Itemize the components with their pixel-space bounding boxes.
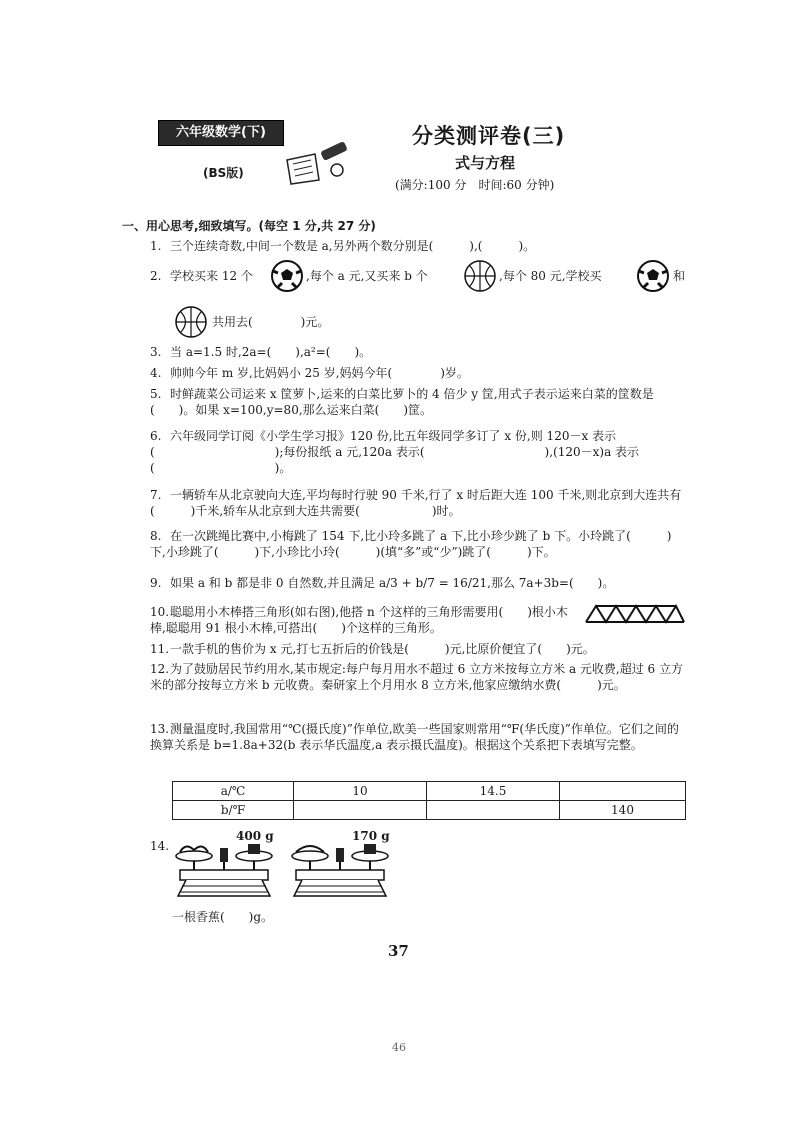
question-text: 在一次跳绳比赛中,小梅跳了 154 下,比小玲多跳了 a 下,比小珍少跳了 b 下。小玲跳了( )下,小珍跳了( )下,小珍比小玲( )(填“多”或“少”)跳了( )下。 <box>150 529 672 559</box>
question-11 <box>150 641 595 657</box>
question-number: 5. <box>150 387 162 401</box>
question-number: 3. <box>150 345 162 359</box>
balance-scale-icon <box>172 842 276 902</box>
weight-label: 400 g <box>236 829 274 843</box>
triangle-stick-figure <box>584 604 686 624</box>
section-heading: 一、用心思考,细致填写。(每空 1 分,共 27 分) <box>122 219 376 233</box>
question-9 <box>150 575 685 591</box>
question-2-cont: 和 <box>673 269 686 283</box>
question-text: 时鲜蔬菜公司运来 x 筐萝卜,运来的白菜比萝卜的 4 倍少 y 筐,用式子表示运来白菜的筐数是( )。如果 x=100,y=80,那么运来白菜( )筐。 <box>150 387 654 417</box>
page-subtitle: 式与方程 <box>455 154 516 172</box>
question-text: 三个连续奇数,中间一个数是 a,另外两个数分别是( ),( )。 <box>170 239 536 253</box>
page-number: 37 <box>388 942 409 960</box>
scan-page-number: 46 <box>392 1041 406 1054</box>
question-number: 9. <box>150 576 162 590</box>
table-cell: a/℃ <box>173 782 294 801</box>
question-3 <box>150 344 371 360</box>
question-1 <box>150 238 535 254</box>
question-2-cont: ,每个 a 元,又买来 b 个 <box>306 269 428 283</box>
question-text: 当 a=1.5 时,2a=( ),a²=( )。 <box>170 345 372 359</box>
question-number: 10. <box>150 605 170 619</box>
weight-label: 170 g <box>352 829 390 843</box>
question-number: 6. <box>150 429 162 443</box>
edition-label: (BS版) <box>203 166 244 180</box>
question-number: 13. <box>150 722 170 736</box>
question-text: 一辆轿车从北京驶向大连,平均每时行驶 90 千米,行了 x 时后距大连 100 千米,则北京到大连共有( )千米,轿车从北京到大连共需要( )时。 <box>150 488 682 518</box>
question-number: 7. <box>150 488 162 502</box>
grade-badge: 六年级数学(下) <box>158 120 284 146</box>
soccer-ball-icon <box>270 259 304 293</box>
question-8 <box>150 528 685 560</box>
question-4 <box>150 365 469 381</box>
page-title: 分类测评卷(三) <box>412 124 566 148</box>
conversion-table <box>172 781 686 820</box>
basketball-icon <box>463 259 497 293</box>
question-10 <box>150 604 575 636</box>
question-number: 11. <box>150 642 170 656</box>
book-telescope-icon <box>285 140 355 185</box>
table-row <box>173 782 686 801</box>
table-row <box>173 801 686 820</box>
question-number: 1. <box>150 239 162 253</box>
question-14-text: 一根香蕉( )g。 <box>172 910 274 924</box>
question-text: 学校买来 12 个 <box>170 269 253 283</box>
question-12 <box>150 661 685 693</box>
question-6 <box>150 428 685 476</box>
question-number: 2. <box>150 269 162 283</box>
table-cell: b/℉ <box>173 801 294 820</box>
question-7 <box>150 487 685 519</box>
question-5 <box>150 386 685 418</box>
question-2-cont: 共用去( )元。 <box>212 315 330 329</box>
question-text: 六年级同学订阅《小学生学习报》120 份,比五年级同学多订了 x 份,则 120－x 表示( );每份报纸 a 元,120a 表示( ),(120－x)a 表示( )。 <box>150 429 640 475</box>
table-cell[interactable] <box>427 801 560 820</box>
question-number: 4. <box>150 366 162 380</box>
question-number: 8. <box>150 529 162 543</box>
question-text: 测量温度时,我国常用“℃(摄氏度)”作单位,欧美一些国家则常用“℉(华氏度)”作单位。它们之间的换算关系是 b=1.8a+32(b 表示华氏温度,a 表示摄氏温度)。根据这个关系把下表填写完整。 <box>150 722 679 752</box>
balance-scale-icon <box>288 842 392 902</box>
table-cell: 140 <box>560 801 686 820</box>
table-cell: 10 <box>294 782 427 801</box>
question-text: 如果 a 和 b 都是非 0 自然数,并且满足 a/3 + b/7 = 16/21,那么 7a+3b=( )。 <box>170 576 615 590</box>
exam-meta: (满分:100 分 时间:60 分钟) <box>395 178 555 192</box>
question-text: 聪聪用小木棒搭三角形(如右图),他搭 n 个这样的三角形需要用( )根小木棒,聪聪用 91 根小木棒,可搭出( )个这样的三角形。 <box>150 605 568 635</box>
question-number: 12. <box>150 662 170 676</box>
basketball-icon <box>174 305 208 339</box>
soccer-ball-icon <box>636 259 670 293</box>
table-cell[interactable] <box>560 782 686 801</box>
question-text: 为了鼓励居民节约用水,某市规定:每户每月用水不超过 6 立方米按每立方米 a 元收费,超过 6 立方米的部分按每立方米 b 元收费。秦研家上个月用水 8 立方米,他家应缴纳水费( )元。 <box>150 662 683 692</box>
question-14-number: 14. <box>150 839 170 853</box>
question-13 <box>150 721 685 753</box>
table-cell[interactable]: 14.5 <box>427 782 560 801</box>
table-cell[interactable] <box>294 801 427 820</box>
question-text: 帅帅今年 m 岁,比妈妈小 25 岁,妈妈今年( )岁。 <box>170 366 469 380</box>
question-text: 一款手机的售价为 x 元,打七五折后的价钱是( )元,比原价便宜了( )元。 <box>170 642 595 656</box>
question-2-cont: ,每个 80 元,学校买 <box>499 269 602 283</box>
question-2 <box>150 268 253 284</box>
